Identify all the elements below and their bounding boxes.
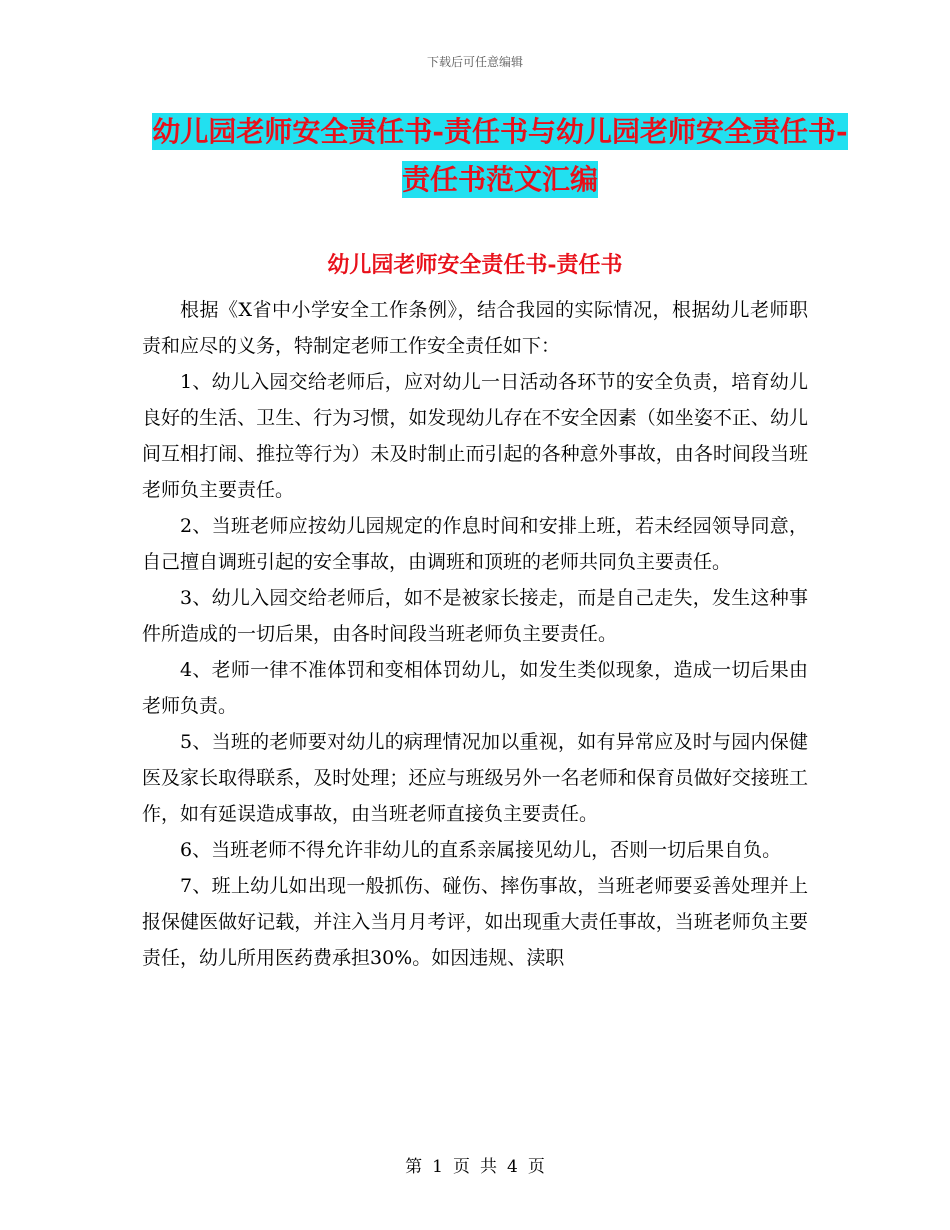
page-total-number: 4 (507, 1157, 518, 1177)
document-title (150, 108, 850, 204)
paragraph-intro: 根据《X省中小学安全工作条例》，结合我园的实际情况，根据幼儿老师职责和应尽的义务，特制定老师工作安全责任如下： (142, 299, 808, 357)
document-body (142, 292, 808, 976)
page-footer (0, 1152, 950, 1177)
paragraph-item-5: 5、当班的老师要对幼儿的病理情况加以重视，如有异常应及时与园内保健医及家长取得联系，及时处理；还应与班级另外一名老师和保育员做好交接班工作，如有延误造成事故，由当班老师直接负主要责任。 (142, 731, 808, 825)
paragraph-item-4: 4、老师一律不准体罚和变相体罚幼儿，如发生类似现象，造成一切后果由老师负责。 (142, 659, 808, 717)
paragraph-item-6: 6、当班老师不得允许非幼儿的直系亲属接见幼儿，否则一切后果自负。 (180, 839, 782, 861)
page-header-note: 下载后可任意编辑 (426, 55, 523, 69)
page-label-prefix: 第 (405, 1157, 423, 1177)
paragraph-item-1: 1、幼儿入园交给老师后，应对幼儿一日活动各环节的安全负责，培育幼儿良好的生活、卫生、行为习惯，如发现幼儿存在不安全因素（如坐姿不正、幼儿间互相打闹、推拉等行为）未及时制止而引起的各种意外事故，由各时间段当班老师负主要责任。 (142, 371, 808, 501)
page-current-number: 1 (432, 1157, 443, 1177)
page-label-suffix: 页 (527, 1157, 545, 1177)
page-label-mid1: 页 (453, 1157, 470, 1177)
document-title-text: 幼儿园老师安全责任书-责任书与幼儿园老师安全责任书-责任书范文汇编 (152, 115, 848, 196)
page-label-mid2: 共 (480, 1157, 497, 1177)
paragraph-item-3: 3、幼儿入园交给老师后，如不是被家长接走，而是自己走失，发生这种事件所造成的一切后果，由各时间段当班老师负主要责任。 (142, 587, 808, 645)
section-title: 幼儿园老师安全责任书-责任书 (327, 252, 623, 278)
paragraph-item-7: 7、班上幼儿如出现一般抓伤、碰伤、摔伤事故，当班老师要妥善处理并上报保健医做好记载，并注入当月月考评，如出现重大责任事故，当班老师负主要责任，幼儿所用医药费承担30%。如因违规、渎职 (142, 875, 808, 969)
paragraph-item-2: 2、当班老师应按幼儿园规定的作息时间和安排上班，若未经园领导同意，自己擅自调班引起的安全事故，由调班和顶班的老师共同负主要责任。 (142, 515, 808, 573)
